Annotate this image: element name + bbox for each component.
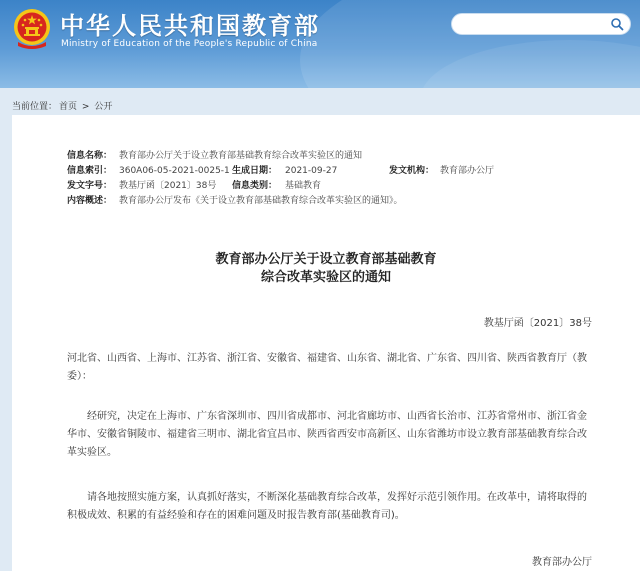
meta-label: 发文字号： xyxy=(67,181,113,191)
site-subtitle: Ministry of Education of the People's Republic of China xyxy=(61,39,318,49)
breadcrumb-prefix: 当前位置： xyxy=(12,102,58,112)
meta-row-summary xyxy=(67,194,587,209)
meta-value: 教基厅函〔2021〕38号 xyxy=(119,181,217,191)
document-title-line-1: 教育部办公厅关于设立教育部基础教育 xyxy=(215,252,437,267)
meta-value: 教育部办公厅发布《关于设立教育部基础教育综合改革实验区的通知》。 xyxy=(119,196,403,206)
meta-value: 2021-09-27 xyxy=(285,166,338,176)
meta-label: 发文机构： xyxy=(389,166,435,176)
meta-row-name xyxy=(67,149,587,164)
site-title[interactable]: 中华人民共和国教育部 xyxy=(60,12,320,40)
document-paragraph: 请各地按照实施方案，认真抓好落实，不断深化基础教育综合改革，发挥好示范引领作用。在改革中，请将取得的积极成效、积累的有益经验和存在的困难问题及时报告教育部(基础教育司)。 xyxy=(67,492,587,521)
meta-value: 360A06-05-2021-0025-1 xyxy=(119,166,230,176)
meta-row-index xyxy=(67,164,587,179)
meta-label: 信息名称： xyxy=(67,151,113,161)
article-panel xyxy=(12,115,640,571)
search-input[interactable] xyxy=(462,16,602,32)
breadcrumb-home-link[interactable]: 首页 xyxy=(59,102,78,112)
breadcrumb xyxy=(12,99,114,112)
breadcrumb-separator: > xyxy=(81,102,90,112)
meta-label: 信息类别： xyxy=(232,181,278,191)
search-box[interactable] xyxy=(451,13,631,35)
meta-row-docno xyxy=(67,179,587,194)
meta-label: 生成日期： xyxy=(232,166,278,176)
document-metadata xyxy=(67,149,587,209)
national-emblem-icon[interactable] xyxy=(12,6,52,50)
meta-value: 教育部办公厅关于设立教育部基础教育综合改革实验区的通知 xyxy=(119,151,363,161)
meta-value: 基础教育 xyxy=(285,181,322,191)
document-title xyxy=(12,251,640,287)
document-number: 教基厅函〔2021〕38号 xyxy=(483,318,592,329)
site-header xyxy=(0,0,640,88)
breadcrumb-public-link[interactable]: 公开 xyxy=(94,102,113,112)
search-icon[interactable] xyxy=(610,17,624,31)
document-salutation: 河北省、山西省、上海市、江苏省、浙江省、安徽省、福建省、山东省、湖北省、广东省、四川省、陕西省教育厅（教委）： xyxy=(67,353,587,382)
document-title-line-2: 综合改革实验区的通知 xyxy=(260,270,391,285)
meta-value: 教育部办公厅 xyxy=(440,166,495,176)
document-paragraph: 经研究，决定在上海市、广东省深圳市、四川省成都市、河北省廊坊市、山西省长治市、江苏省常州市、浙江省金华市、安徽省铜陵市、福建省三明市、湖北省宜昌市、陕西省西安市高新区、山东省潍坊市设立教育部基础教育综合改革实验区。 xyxy=(67,411,587,458)
meta-label: 信息索引： xyxy=(67,166,113,176)
meta-label: 内容概述： xyxy=(67,196,113,206)
document-signature: 教育部办公厅 xyxy=(532,557,592,568)
